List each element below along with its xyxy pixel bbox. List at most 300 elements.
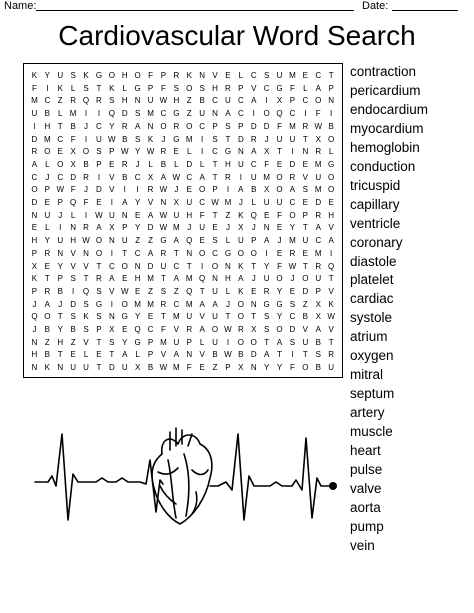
grid-letter[interactable]: O: [237, 312, 244, 322]
grid-letter[interactable]: B: [122, 134, 128, 144]
grid-letter[interactable]: Y: [134, 223, 141, 233]
grid-letter[interactable]: L: [45, 159, 50, 169]
grid-letter[interactable]: X: [251, 325, 257, 334]
grid-letter[interactable]: N: [134, 261, 141, 271]
grid-letter[interactable]: O: [199, 185, 206, 195]
grid-letter[interactable]: D: [147, 223, 154, 233]
grid-letter[interactable]: T: [186, 261, 192, 271]
grid-letter[interactable]: U: [276, 71, 283, 80]
grid-letter[interactable]: U: [212, 337, 218, 347]
grid-letter[interactable]: R: [225, 83, 231, 93]
grid-letter[interactable]: R: [315, 261, 322, 271]
grid-letter[interactable]: W: [108, 134, 116, 144]
grid-letter[interactable]: M: [289, 71, 296, 80]
grid-letter[interactable]: G: [160, 236, 167, 246]
grid-letter[interactable]: P: [96, 159, 102, 169]
grid-letter[interactable]: C: [289, 198, 296, 207]
grid-letter[interactable]: A: [276, 337, 283, 347]
grid-letter[interactable]: M: [173, 223, 180, 233]
grid-letter[interactable]: O: [276, 325, 283, 334]
grid-letter[interactable]: Y: [276, 286, 283, 296]
grid-letter[interactable]: O: [31, 185, 38, 195]
grid-letter[interactable]: C: [186, 172, 193, 182]
grid-letter[interactable]: I: [84, 109, 88, 119]
grid-letter[interactable]: E: [328, 198, 334, 207]
grid-letter[interactable]: A: [289, 185, 296, 195]
grid-letter[interactable]: M: [173, 363, 180, 373]
grid-letter[interactable]: D: [302, 286, 309, 296]
grid-letter[interactable]: I: [291, 147, 294, 157]
grid-letter[interactable]: T: [96, 261, 102, 271]
grid-letter[interactable]: I: [59, 223, 62, 233]
grid-letter[interactable]: U: [237, 236, 244, 246]
grid-letter[interactable]: H: [121, 96, 128, 106]
grid-letter[interactable]: E: [302, 159, 308, 169]
grid-letter[interactable]: C: [237, 96, 244, 106]
grid-letter[interactable]: S: [83, 83, 89, 93]
grid-letter[interactable]: L: [70, 83, 76, 93]
grid-letter[interactable]: U: [83, 363, 89, 373]
grid-letter[interactable]: I: [84, 210, 88, 220]
grid-letter[interactable]: K: [147, 134, 154, 144]
grid-letter[interactable]: L: [238, 71, 244, 80]
grid-letter[interactable]: T: [199, 286, 205, 296]
grid-letter[interactable]: E: [302, 71, 308, 80]
grid-letter[interactable]: U: [121, 236, 128, 246]
grid-letter[interactable]: U: [212, 286, 218, 296]
grid-letter[interactable]: R: [302, 121, 309, 131]
grid-letter[interactable]: F: [277, 121, 282, 131]
grid-letter[interactable]: C: [57, 134, 64, 144]
grid-letter[interactable]: E: [276, 159, 283, 169]
grid-letter[interactable]: W: [159, 185, 168, 195]
grid-letter[interactable]: T: [96, 363, 102, 373]
grid-letter[interactable]: E: [96, 350, 102, 360]
grid-letter[interactable]: K: [328, 299, 334, 309]
grid-letter[interactable]: D: [108, 363, 115, 373]
grid-letter[interactable]: O: [302, 363, 309, 373]
grid-letter[interactable]: T: [83, 274, 89, 284]
grid-letter[interactable]: L: [148, 159, 153, 169]
grid-letter[interactable]: T: [57, 312, 63, 322]
grid-letter[interactable]: P: [57, 198, 63, 207]
grid-letter[interactable]: C: [134, 248, 141, 258]
grid-letter[interactable]: T: [251, 312, 257, 322]
grid-letter[interactable]: A: [147, 210, 154, 220]
grid-letter[interactable]: B: [147, 363, 154, 373]
grid-letter[interactable]: T: [302, 350, 308, 360]
grid-letter[interactable]: Z: [186, 96, 192, 106]
grid-letter[interactable]: H: [212, 83, 218, 93]
grid-letter[interactable]: H: [173, 96, 180, 106]
grid-letter[interactable]: K: [109, 83, 115, 93]
name-field[interactable]: [36, 10, 354, 11]
grid-letter[interactable]: H: [225, 159, 231, 169]
grid-letter[interactable]: C: [250, 71, 257, 80]
grid-letter[interactable]: E: [289, 286, 296, 296]
grid-letter[interactable]: A: [251, 96, 257, 106]
grid-letter[interactable]: Z: [44, 337, 50, 347]
grid-letter[interactable]: Q: [70, 198, 77, 207]
grid-letter[interactable]: I: [330, 109, 333, 119]
grid-letter[interactable]: T: [96, 83, 102, 93]
grid-letter[interactable]: T: [251, 261, 257, 271]
grid-letter[interactable]: A: [212, 299, 218, 309]
grid-letter[interactable]: J: [187, 223, 192, 233]
date-field[interactable]: [392, 10, 458, 11]
grid-letter[interactable]: P: [251, 236, 257, 246]
grid-letter[interactable]: D: [70, 299, 77, 309]
grid-letter[interactable]: C: [108, 261, 115, 271]
grid-letter[interactable]: B: [315, 337, 321, 347]
grid-letter[interactable]: A: [199, 172, 205, 182]
grid-letter[interactable]: G: [95, 71, 103, 80]
grid-letter[interactable]: O: [211, 261, 219, 271]
grid-letter[interactable]: T: [57, 121, 63, 131]
grid-letter[interactable]: F: [199, 210, 205, 220]
grid-letter[interactable]: G: [173, 134, 180, 144]
grid-letter[interactable]: N: [83, 248, 89, 258]
grid-letter[interactable]: R: [186, 325, 193, 334]
grid-letter[interactable]: U: [276, 134, 283, 144]
grid-letter[interactable]: S: [70, 312, 76, 322]
grid-letter[interactable]: U: [250, 172, 257, 182]
grid-letter[interactable]: M: [185, 299, 193, 309]
grid-letter[interactable]: S: [70, 274, 76, 284]
grid-letter[interactable]: O: [263, 109, 270, 119]
grid-letter[interactable]: I: [97, 172, 101, 182]
grid-letter[interactable]: E: [44, 261, 50, 271]
grid-letter[interactable]: X: [147, 172, 154, 182]
grid-letter[interactable]: V: [173, 325, 179, 334]
grid-letter[interactable]: P: [225, 363, 231, 373]
grid-letter[interactable]: O: [44, 312, 51, 322]
grid-letter[interactable]: C: [57, 172, 64, 182]
grid-letter[interactable]: O: [95, 236, 103, 246]
grid-letter[interactable]: H: [225, 274, 231, 284]
grid-letter[interactable]: N: [328, 96, 335, 106]
grid-letter[interactable]: R: [44, 248, 51, 258]
grid-letter[interactable]: X: [134, 363, 141, 373]
grid-letter[interactable]: J: [251, 223, 256, 233]
grid-letter[interactable]: V: [302, 325, 308, 334]
grid-letter[interactable]: R: [83, 223, 89, 233]
grid-letter[interactable]: W: [95, 210, 103, 220]
grid-letter[interactable]: C: [212, 147, 218, 157]
grid-letter[interactable]: A: [160, 172, 167, 182]
grid-letter[interactable]: Y: [276, 363, 283, 373]
grid-letter[interactable]: A: [238, 185, 244, 195]
grid-letter[interactable]: T: [96, 337, 102, 347]
grid-letter[interactable]: T: [328, 274, 334, 284]
grid-letter[interactable]: R: [315, 210, 322, 220]
grid-letter[interactable]: F: [148, 71, 153, 80]
grid-letter[interactable]: G: [328, 159, 335, 169]
grid-letter[interactable]: I: [252, 109, 255, 119]
grid-letter[interactable]: P: [289, 96, 296, 106]
grid-letter[interactable]: O: [250, 248, 257, 258]
grid-letter[interactable]: I: [110, 198, 113, 207]
grid-letter[interactable]: C: [302, 96, 309, 106]
grid-letter[interactable]: L: [174, 159, 179, 169]
grid-letter[interactable]: S: [173, 83, 179, 93]
grid-letter[interactable]: S: [96, 286, 102, 296]
grid-letter[interactable]: T: [109, 350, 115, 360]
grid-letter[interactable]: J: [84, 185, 89, 195]
grid-letter[interactable]: S: [134, 109, 141, 119]
grid-letter[interactable]: R: [96, 96, 102, 106]
grid-letter[interactable]: Z: [135, 236, 141, 246]
grid-letter[interactable]: M: [173, 312, 180, 322]
grid-letter[interactable]: J: [32, 299, 37, 309]
grid-letter[interactable]: K: [44, 363, 50, 373]
grid-letter[interactable]: A: [263, 236, 270, 246]
grid-letter[interactable]: R: [44, 286, 51, 296]
grid-letter[interactable]: A: [328, 236, 334, 246]
grid-letter[interactable]: C: [96, 121, 102, 131]
grid-letter[interactable]: V: [83, 261, 89, 271]
grid-letter[interactable]: W: [288, 261, 297, 271]
grid-letter[interactable]: P: [212, 185, 218, 195]
grid-letter[interactable]: J: [238, 198, 243, 207]
grid-letter[interactable]: L: [199, 337, 205, 347]
grid-letter[interactable]: S: [212, 236, 218, 246]
grid-letter[interactable]: B: [160, 159, 167, 169]
grid-letter[interactable]: D: [147, 261, 154, 271]
grid-letter[interactable]: R: [160, 248, 167, 258]
grid-letter[interactable]: H: [70, 236, 77, 246]
grid-letter[interactable]: B: [238, 350, 244, 360]
grid-letter[interactable]: U: [289, 134, 296, 144]
grid-letter[interactable]: R: [225, 172, 231, 182]
grid-letter[interactable]: U: [96, 134, 102, 144]
grid-letter[interactable]: X: [263, 185, 270, 195]
grid-letter[interactable]: S: [96, 147, 102, 157]
grid-letter[interactable]: P: [302, 210, 308, 220]
grid-letter[interactable]: W: [314, 121, 323, 131]
grid-letter[interactable]: J: [277, 236, 282, 246]
grid-letter[interactable]: N: [225, 261, 231, 271]
grid-letter[interactable]: J: [225, 223, 230, 233]
grid-letter[interactable]: N: [70, 223, 77, 233]
grid-letter[interactable]: X: [315, 312, 321, 322]
grid-letter[interactable]: S: [160, 286, 167, 296]
grid-letter[interactable]: Y: [134, 198, 141, 207]
grid-letter[interactable]: L: [303, 83, 308, 93]
grid-letter[interactable]: C: [237, 109, 244, 119]
grid-letter[interactable]: W: [159, 210, 168, 220]
grid-letter[interactable]: E: [302, 198, 308, 207]
grid-letter[interactable]: T: [212, 172, 218, 182]
grid-letter[interactable]: A: [44, 299, 50, 309]
grid-letter[interactable]: V: [328, 223, 334, 233]
grid-letter[interactable]: O: [315, 96, 322, 106]
grid-letter[interactable]: G: [263, 299, 270, 309]
grid-letter[interactable]: O: [302, 274, 309, 284]
grid-letter[interactable]: U: [186, 312, 193, 322]
grid-letter[interactable]: C: [173, 261, 180, 271]
grid-letter[interactable]: I: [84, 134, 88, 144]
grid-letter[interactable]: E: [173, 147, 179, 157]
grid-letter[interactable]: R: [289, 172, 296, 182]
grid-letter[interactable]: A: [31, 159, 38, 169]
grid-letter[interactable]: D: [186, 159, 193, 169]
grid-letter[interactable]: K: [31, 71, 38, 80]
grid-letter[interactable]: G: [224, 248, 232, 258]
grid-letter[interactable]: K: [83, 71, 89, 80]
grid-letter[interactable]: S: [289, 337, 296, 347]
grid-letter[interactable]: Z: [173, 286, 179, 296]
grid-letter[interactable]: C: [315, 236, 322, 246]
grid-letter[interactable]: W: [172, 172, 181, 182]
grid-letter[interactable]: Q: [328, 261, 335, 271]
grid-letter[interactable]: E: [263, 210, 270, 220]
grid-letter[interactable]: M: [314, 159, 322, 169]
grid-letter[interactable]: P: [109, 147, 115, 157]
grid-letter[interactable]: T: [44, 274, 50, 284]
grid-letter[interactable]: Y: [44, 236, 50, 246]
grid-letter[interactable]: M: [289, 236, 296, 246]
grid-letter[interactable]: A: [263, 350, 270, 360]
grid-letter[interactable]: J: [45, 172, 50, 182]
grid-letter[interactable]: R: [121, 121, 128, 131]
grid-letter[interactable]: S: [199, 83, 205, 93]
grid-letter[interactable]: V: [328, 286, 334, 296]
grid-letter[interactable]: D: [289, 325, 296, 334]
grid-letter[interactable]: X: [263, 147, 270, 157]
grid-letter[interactable]: V: [70, 248, 76, 258]
grid-letter[interactable]: F: [315, 109, 321, 119]
grid-letter[interactable]: J: [84, 121, 89, 131]
grid-letter[interactable]: A: [315, 325, 321, 334]
grid-letter[interactable]: E: [212, 223, 218, 233]
grid-letter[interactable]: F: [277, 210, 282, 220]
grid-letter[interactable]: E: [186, 185, 192, 195]
grid-letter[interactable]: H: [328, 210, 335, 220]
grid-letter[interactable]: K: [238, 286, 244, 296]
grid-letter[interactable]: I: [265, 96, 268, 106]
grid-letter[interactable]: O: [160, 121, 167, 131]
grid-letter[interactable]: R: [83, 172, 89, 182]
grid-letter[interactable]: R: [237, 325, 244, 334]
grid-letter[interactable]: Q: [82, 96, 90, 106]
grid-letter[interactable]: P: [31, 286, 38, 296]
grid-letter[interactable]: I: [226, 337, 230, 347]
grid-letter[interactable]: Z: [212, 363, 218, 373]
grid-letter[interactable]: C: [250, 159, 257, 169]
grid-letter[interactable]: W: [327, 312, 335, 322]
grid-letter[interactable]: W: [224, 350, 232, 360]
grid-letter[interactable]: I: [123, 185, 126, 195]
grid-letter[interactable]: S: [315, 350, 321, 360]
grid-letter[interactable]: U: [315, 274, 322, 284]
grid-letter[interactable]: I: [239, 172, 242, 182]
grid-letter[interactable]: D: [121, 109, 128, 119]
grid-letter[interactable]: N: [250, 299, 257, 309]
grid-letter[interactable]: N: [31, 210, 38, 220]
grid-letter[interactable]: V: [199, 312, 205, 322]
grid-letter[interactable]: Z: [57, 96, 63, 106]
grid-letter[interactable]: S: [83, 299, 89, 309]
grid-letter[interactable]: M: [44, 134, 51, 144]
grid-letter[interactable]: V: [83, 337, 89, 347]
grid-letter[interactable]: C: [263, 83, 270, 93]
grid-letter[interactable]: G: [121, 312, 128, 322]
grid-letter[interactable]: X: [315, 134, 321, 144]
grid-letter[interactable]: E: [276, 223, 283, 233]
grid-letter[interactable]: I: [304, 109, 307, 119]
grid-letter[interactable]: P: [212, 121, 218, 131]
grid-letter[interactable]: J: [251, 274, 256, 284]
grid-letter[interactable]: E: [302, 248, 308, 258]
grid-letter[interactable]: K: [57, 83, 63, 93]
grid-letter[interactable]: E: [109, 159, 115, 169]
grid-letter[interactable]: T: [161, 274, 166, 284]
grid-letter[interactable]: F: [277, 261, 282, 271]
grid-letter[interactable]: O: [199, 248, 206, 258]
grid-letter[interactable]: R: [250, 134, 257, 144]
grid-letter[interactable]: N: [212, 274, 218, 284]
grid-letter[interactable]: L: [70, 210, 76, 220]
grid-letter[interactable]: U: [263, 274, 270, 284]
grid-letter[interactable]: C: [289, 312, 296, 322]
grid-letter[interactable]: N: [57, 363, 64, 373]
grid-letter[interactable]: V: [160, 350, 167, 360]
grid-letter[interactable]: K: [238, 261, 244, 271]
grid-letter[interactable]: T: [277, 350, 282, 360]
grid-letter[interactable]: P: [238, 121, 244, 131]
grid-letter[interactable]: P: [44, 185, 50, 195]
grid-letter[interactable]: B: [83, 159, 89, 169]
grid-letter[interactable]: Y: [134, 312, 141, 322]
grid-letter[interactable]: Z: [148, 236, 153, 246]
grid-letter[interactable]: W: [82, 236, 90, 246]
grid-letter[interactable]: O: [276, 172, 283, 182]
grid-letter[interactable]: V: [109, 286, 115, 296]
grid-letter[interactable]: M: [147, 274, 154, 284]
grid-letter[interactable]: R: [173, 71, 180, 80]
grid-letter[interactable]: N: [237, 147, 244, 157]
grid-letter[interactable]: L: [251, 198, 256, 207]
grid-letter[interactable]: R: [70, 96, 77, 106]
grid-letter[interactable]: M: [147, 109, 154, 119]
grid-letter[interactable]: Y: [289, 223, 296, 233]
grid-letter[interactable]: F: [290, 83, 295, 93]
grid-letter[interactable]: M: [69, 109, 77, 119]
grid-letter[interactable]: L: [225, 236, 231, 246]
grid-letter[interactable]: F: [70, 134, 76, 144]
grid-letter[interactable]: U: [263, 198, 270, 207]
grid-letter[interactable]: K: [31, 274, 38, 284]
grid-letter[interactable]: J: [135, 159, 140, 169]
grid-letter[interactable]: G: [173, 109, 180, 119]
grid-letter[interactable]: F: [186, 363, 192, 373]
grid-letter[interactable]: W: [56, 185, 65, 195]
grid-letter[interactable]: V: [199, 350, 205, 360]
grid-letter[interactable]: M: [224, 198, 232, 207]
grid-letter[interactable]: I: [110, 299, 113, 309]
grid-letter[interactable]: X: [173, 198, 179, 207]
grid-letter[interactable]: U: [160, 261, 167, 271]
grid-letter[interactable]: M: [147, 299, 154, 309]
grid-letter[interactable]: E: [147, 312, 154, 322]
grid-letter[interactable]: N: [263, 223, 270, 233]
grid-letter[interactable]: E: [225, 71, 231, 80]
grid-letter[interactable]: V: [147, 198, 154, 207]
grid-letter[interactable]: O: [237, 337, 244, 347]
grid-letter[interactable]: S: [134, 134, 141, 144]
grid-letter[interactable]: D: [237, 134, 244, 144]
